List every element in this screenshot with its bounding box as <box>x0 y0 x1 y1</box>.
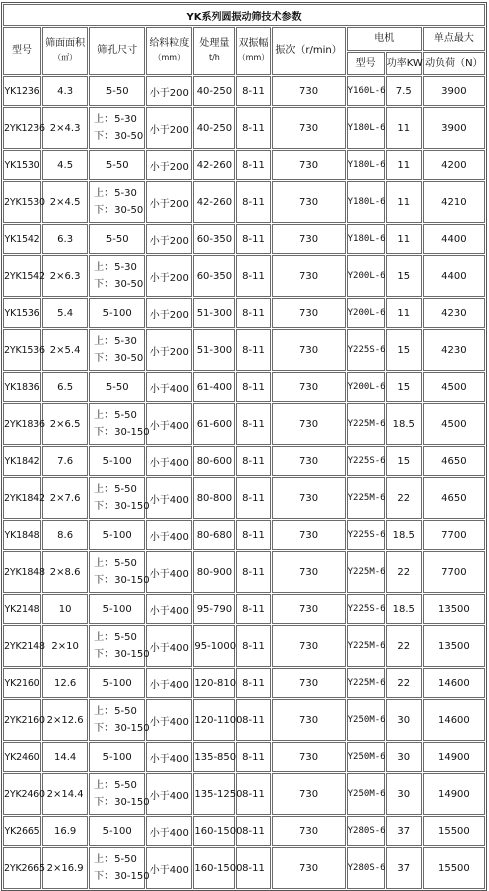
cell-frequency: 730 <box>272 847 346 889</box>
header-motor-model: 型号 <box>347 52 385 75</box>
cell-area: 10 <box>42 594 88 624</box>
header-capacity: 处理量 t/h <box>193 27 235 75</box>
cell-motor-model: Y225M-6 <box>347 403 385 445</box>
cell-motor-power: 30 <box>386 699 422 741</box>
cell-max-load: 4210 <box>423 181 485 223</box>
cell-amplitude: 8-11 <box>236 224 270 254</box>
cell-max-load: 4650 <box>423 477 485 519</box>
cell-motor-power: 11 <box>386 150 422 180</box>
header-motor-power: 功率KW <box>386 52 422 75</box>
cell-amplitude: 8-11 <box>236 625 270 667</box>
cell-frequency: 730 <box>272 773 346 815</box>
table-body <box>3 76 485 889</box>
cell-model: YK1236 <box>3 76 41 106</box>
cell-frequency: 730 <box>272 181 346 223</box>
cell-amplitude: 8-11 <box>236 150 270 180</box>
table-row <box>3 477 485 519</box>
aperture-lower: 下：30-50 <box>94 279 144 290</box>
cell-motor-model: Y225S-6 <box>347 446 385 476</box>
cell-motor-model: Y280S-6 <box>347 847 385 889</box>
cell-feed-size: 小于400 <box>146 625 192 667</box>
cell-amplitude: 8-11 <box>236 668 270 698</box>
cell-capacity: 160-1500 <box>193 816 235 846</box>
table-row <box>3 773 485 815</box>
cell-motor-power: 15 <box>386 255 422 297</box>
cell-feed-size: 小于400 <box>146 773 192 815</box>
cell-motor-model: Y160L-6 <box>347 76 385 106</box>
cell-capacity: 60-350 <box>193 224 235 254</box>
cell-frequency: 730 <box>272 224 346 254</box>
cell-model: 2YK2160 <box>3 699 41 741</box>
table-row <box>3 816 485 846</box>
cell-motor-model: Y225S-6 <box>347 329 385 371</box>
cell-area: 8.6 <box>42 520 88 550</box>
cell-model: YK2665 <box>3 816 41 846</box>
cell-feed-size: 小于400 <box>146 477 192 519</box>
cell-frequency: 730 <box>272 477 346 519</box>
cell-feed-size: 小于200 <box>146 329 192 371</box>
cell-max-load: 7700 <box>423 520 485 550</box>
cell-model: YK1536 <box>3 298 41 328</box>
cell-aperture: 5-100 <box>89 520 145 550</box>
aperture-lower: 下：30-50 <box>94 131 144 142</box>
cell-model: YK1842 <box>3 446 41 476</box>
cell-motor-power: 22 <box>386 668 422 698</box>
cell-motor-power: 22 <box>386 477 422 519</box>
cell-area: 2×14.4 <box>42 773 88 815</box>
cell-max-load: 13500 <box>423 625 485 667</box>
cell-max-load: 4500 <box>423 372 485 402</box>
cell-motor-model: Y180L-6 <box>347 181 385 223</box>
cell-area: 2×12.6 <box>42 699 88 741</box>
aperture-upper: 上：5-50 <box>94 632 137 643</box>
cell-area: 12.6 <box>42 668 88 698</box>
cell-feed-size: 小于400 <box>146 742 192 772</box>
cell-motor-power: 11 <box>386 298 422 328</box>
cell-capacity: 120-1100 <box>193 699 235 741</box>
cell-motor-power: 11 <box>386 224 422 254</box>
table-row <box>3 150 485 180</box>
cell-max-load: 15500 <box>423 816 485 846</box>
cell-model: YK1530 <box>3 150 41 180</box>
cell-aperture <box>89 847 150 889</box>
aperture-upper: 上：5-50 <box>94 854 137 865</box>
cell-max-load: 3900 <box>423 76 485 106</box>
aperture-upper: 上：5-30 <box>94 262 137 273</box>
cell-motor-model: Y180L-6 <box>347 224 385 254</box>
cell-capacity: 95-790 <box>193 594 235 624</box>
cell-amplitude: 8-11 <box>236 446 270 476</box>
header-amplitude: 双振幅 （mm） <box>236 27 270 75</box>
cell-frequency: 730 <box>272 107 346 149</box>
cell-frequency: 730 <box>272 594 346 624</box>
aperture-lower: 下：30-150 <box>94 501 150 512</box>
cell-frequency: 730 <box>272 699 346 741</box>
aperture-upper: 上：5-50 <box>94 410 137 421</box>
cell-feed-size: 小于400 <box>146 594 192 624</box>
cell-frequency: 730 <box>272 446 346 476</box>
header-max-load-sub: 动负荷（N） <box>423 52 485 75</box>
cell-aperture: 5-100 <box>89 298 145 328</box>
cell-max-load: 4400 <box>423 255 485 297</box>
cell-model: YK2160 <box>3 668 41 698</box>
cell-aperture: 5-100 <box>89 816 145 846</box>
cell-capacity: 40-250 <box>193 76 235 106</box>
cell-amplitude: 8-11 <box>236 372 270 402</box>
cell-motor-power: 30 <box>386 742 422 772</box>
cell-frequency: 730 <box>272 668 346 698</box>
cell-model: 2YK1530 <box>3 181 41 223</box>
cell-model: 2YK2460 <box>3 773 41 815</box>
cell-aperture <box>89 403 150 445</box>
cell-model: YK1848 <box>3 520 41 550</box>
cell-motor-model: Y250M-6 <box>347 773 385 815</box>
cell-frequency: 730 <box>272 403 346 445</box>
cell-amplitude: 8-11 <box>236 773 270 815</box>
cell-capacity: 80-900 <box>193 551 235 593</box>
aperture-lower: 下：30-50 <box>94 205 144 216</box>
header-aperture: 筛孔尺寸 <box>89 27 145 75</box>
cell-motor-power: 22 <box>386 551 422 593</box>
cell-aperture <box>89 551 150 593</box>
cell-aperture: 5-100 <box>89 742 145 772</box>
cell-aperture: 5-50 <box>89 372 145 402</box>
cell-capacity: 80-600 <box>193 446 235 476</box>
cell-motor-model: Y200L-6 <box>347 255 385 297</box>
cell-capacity: 135-1250 <box>193 773 235 815</box>
cell-area: 7.6 <box>42 446 88 476</box>
cell-amplitude: 8-11 <box>236 816 270 846</box>
cell-motor-model: Y225M-6 <box>347 477 385 519</box>
cell-capacity: 40-250 <box>193 107 235 149</box>
cell-motor-power: 15 <box>386 329 422 371</box>
cell-motor-model: Y200L-6 <box>347 372 385 402</box>
header-frequency: 振次（r/min） <box>272 27 346 75</box>
cell-motor-power: 37 <box>386 816 422 846</box>
cell-amplitude: 8-11 <box>236 298 270 328</box>
cell-motor-model: Y280S-6 <box>347 816 385 846</box>
cell-area: 4.5 <box>42 150 88 180</box>
cell-motor-model: Y225S-6 <box>347 520 385 550</box>
cell-max-load: 14600 <box>423 668 485 698</box>
cell-feed-size: 小于400 <box>146 446 192 476</box>
header-model: 型号 <box>3 27 41 75</box>
cell-feed-size: 小于200 <box>146 76 192 106</box>
aperture-lower: 下：30-150 <box>94 723 150 734</box>
cell-aperture <box>89 329 145 371</box>
aperture-lower: 下：30-150 <box>94 427 150 438</box>
cell-max-load: 4400 <box>423 224 485 254</box>
cell-area: 2×6.3 <box>42 255 88 297</box>
cell-area: 4.3 <box>42 76 88 106</box>
cell-max-load: 4230 <box>423 298 485 328</box>
cell-aperture <box>89 181 145 223</box>
cell-feed-size: 小于400 <box>146 699 192 741</box>
cell-model: 2YK1842 <box>3 477 41 519</box>
cell-capacity: 80-800 <box>193 477 235 519</box>
cell-feed-size: 小于200 <box>146 150 192 180</box>
cell-feed-size: 小于400 <box>146 372 192 402</box>
table-row <box>3 594 485 624</box>
table-row <box>3 551 485 593</box>
cell-area: 2×10 <box>42 625 88 667</box>
cell-model: 2YK1542 <box>3 255 41 297</box>
cell-max-load: 7700 <box>423 551 485 593</box>
cell-capacity: 61-400 <box>193 372 235 402</box>
cell-amplitude: 8-11 <box>236 329 270 371</box>
cell-aperture <box>89 477 150 519</box>
table-row <box>3 403 485 445</box>
cell-feed-size: 小于400 <box>146 816 192 846</box>
cell-max-load: 14900 <box>423 742 485 772</box>
cell-area: 2×7.6 <box>42 477 88 519</box>
cell-motor-model: Y180L-6 <box>347 150 385 180</box>
cell-area: 2×8.6 <box>42 551 88 593</box>
cell-frequency: 730 <box>272 298 346 328</box>
cell-aperture: 5-100 <box>89 594 145 624</box>
cell-amplitude: 8-11 <box>236 594 270 624</box>
cell-area: 2×5.4 <box>42 329 88 371</box>
cell-motor-model: Y225M-6 <box>347 668 385 698</box>
cell-capacity: 160-1500 <box>193 847 235 889</box>
cell-area: 2×4.5 <box>42 181 88 223</box>
aperture-lower: 下：30-150 <box>94 649 150 660</box>
cell-max-load: 4200 <box>423 150 485 180</box>
cell-aperture <box>89 699 150 741</box>
cell-max-load: 3900 <box>423 107 485 149</box>
cell-max-load: 4650 <box>423 446 485 476</box>
cell-max-load: 14900 <box>423 773 485 815</box>
table-row <box>3 847 485 889</box>
cell-capacity: 51-300 <box>193 329 235 371</box>
cell-model: 2YK2148 <box>3 625 41 667</box>
cell-aperture: 5-50 <box>89 76 145 106</box>
table-title: YK系列圆振动筛技术参数 <box>3 4 485 26</box>
cell-feed-size: 小于200 <box>146 255 192 297</box>
table-row <box>3 76 485 106</box>
cell-frequency: 730 <box>272 255 346 297</box>
cell-aperture: 5-50 <box>89 150 145 180</box>
cell-model: 2YK1836 <box>3 403 41 445</box>
cell-feed-size: 小于400 <box>146 520 192 550</box>
cell-amplitude: 8-11 <box>236 107 270 149</box>
cell-area: 16.9 <box>42 816 88 846</box>
aperture-lower: 下：30-150 <box>94 871 150 882</box>
cell-model: 2YK1536 <box>3 329 41 371</box>
cell-motor-power: 18.5 <box>386 594 422 624</box>
cell-motor-power: 30 <box>386 773 422 815</box>
header-area: 筛面面积 （㎡） <box>42 27 88 75</box>
cell-max-load: 15500 <box>423 847 485 889</box>
table-row <box>3 181 485 223</box>
header-motor: 电机 <box>347 27 422 51</box>
cell-capacity: 135-850 <box>193 742 235 772</box>
aperture-upper: 上：5-50 <box>94 558 137 569</box>
cell-frequency: 730 <box>272 625 346 667</box>
header-feed-size: 给料粒度 （mm） <box>146 27 192 75</box>
cell-motor-model: Y250M-6 <box>347 699 385 741</box>
header-max-load: 单点最大 <box>423 27 485 51</box>
table-row <box>3 255 485 297</box>
table-row <box>3 668 485 698</box>
cell-amplitude: 8-11 <box>236 699 270 741</box>
cell-amplitude: 8-11 <box>236 477 270 519</box>
table-row <box>3 742 485 772</box>
cell-amplitude: 8-11 <box>236 255 270 297</box>
cell-capacity: 95-1000 <box>193 625 235 667</box>
cell-area: 5.4 <box>42 298 88 328</box>
table-row <box>3 329 485 371</box>
aperture-lower: 下：30-50 <box>94 353 144 364</box>
cell-frequency: 730 <box>272 372 346 402</box>
cell-feed-size: 小于400 <box>146 668 192 698</box>
cell-capacity: 51-300 <box>193 298 235 328</box>
cell-capacity: 42-260 <box>193 150 235 180</box>
cell-capacity: 42-260 <box>193 181 235 223</box>
cell-motor-power: 11 <box>386 107 422 149</box>
cell-motor-power: 18.5 <box>386 520 422 550</box>
cell-frequency: 730 <box>272 551 346 593</box>
spec-table <box>2 3 486 890</box>
table-row <box>3 625 485 667</box>
cell-area: 2×4.3 <box>42 107 88 149</box>
cell-feed-size: 小于400 <box>146 403 192 445</box>
spec-table-container <box>1 2 487 891</box>
cell-motor-power: 11 <box>386 181 422 223</box>
cell-feed-size: 小于200 <box>146 224 192 254</box>
cell-amplitude: 8-11 <box>236 181 270 223</box>
cell-motor-model: Y200L-6 <box>347 298 385 328</box>
table-row <box>3 520 485 550</box>
cell-area: 6.5 <box>42 372 88 402</box>
cell-motor-power: 37 <box>386 847 422 889</box>
cell-amplitude: 8-11 <box>236 742 270 772</box>
cell-motor-power: 18.5 <box>386 403 422 445</box>
cell-frequency: 730 <box>272 329 346 371</box>
table-row <box>3 224 485 254</box>
cell-capacity: 60-350 <box>193 255 235 297</box>
cell-aperture <box>89 107 145 149</box>
cell-capacity: 120-810 <box>193 668 235 698</box>
cell-motor-power: 22 <box>386 625 422 667</box>
cell-area: 14.4 <box>42 742 88 772</box>
cell-area: 6.3 <box>42 224 88 254</box>
cell-model: 2YK1236 <box>3 107 41 149</box>
cell-area: 2×16.9 <box>42 847 88 889</box>
cell-aperture: 5-50 <box>89 224 145 254</box>
cell-motor-model: Y250M-6 <box>347 742 385 772</box>
cell-aperture: 5-100 <box>89 446 145 476</box>
cell-amplitude: 8-11 <box>236 847 270 889</box>
cell-frequency: 730 <box>272 150 346 180</box>
aperture-upper: 上：5-50 <box>94 780 137 791</box>
cell-feed-size: 小于200 <box>146 181 192 223</box>
cell-max-load: 4500 <box>423 403 485 445</box>
aperture-upper: 上：5-30 <box>94 114 137 125</box>
cell-model: YK1542 <box>3 224 41 254</box>
aperture-upper: 上：5-30 <box>94 336 137 347</box>
table-row <box>3 107 485 149</box>
aperture-upper: 上：5-50 <box>94 484 137 495</box>
cell-capacity: 80-680 <box>193 520 235 550</box>
cell-motor-power: 15 <box>386 446 422 476</box>
cell-amplitude: 8-11 <box>236 403 270 445</box>
aperture-upper: 上：5-50 <box>94 706 137 717</box>
cell-frequency: 730 <box>272 816 346 846</box>
cell-max-load: 14600 <box>423 699 485 741</box>
cell-frequency: 730 <box>272 742 346 772</box>
cell-feed-size: 小于200 <box>146 298 192 328</box>
cell-amplitude: 8-11 <box>236 520 270 550</box>
cell-amplitude: 8-11 <box>236 551 270 593</box>
aperture-lower: 下：30-150 <box>94 575 150 586</box>
aperture-upper: 上：5-30 <box>94 188 137 199</box>
cell-aperture: 5-100 <box>89 668 145 698</box>
cell-feed-size: 小于400 <box>146 847 192 889</box>
table-row <box>3 298 485 328</box>
cell-frequency: 730 <box>272 76 346 106</box>
cell-max-load: 4230 <box>423 329 485 371</box>
cell-capacity: 61-600 <box>193 403 235 445</box>
aperture-lower: 下：30-150 <box>94 797 150 808</box>
cell-max-load: 13500 <box>423 594 485 624</box>
cell-amplitude: 8-11 <box>236 76 270 106</box>
table-row <box>3 446 485 476</box>
cell-motor-power: 7.5 <box>386 76 422 106</box>
cell-feed-size: 小于400 <box>146 551 192 593</box>
cell-aperture <box>89 255 145 297</box>
cell-aperture <box>89 625 150 667</box>
cell-frequency: 730 <box>272 520 346 550</box>
cell-aperture <box>89 773 150 815</box>
cell-area: 2×6.5 <box>42 403 88 445</box>
cell-model: 2YK2665 <box>3 847 41 889</box>
cell-feed-size: 小于200 <box>146 107 192 149</box>
cell-model: YK2148 <box>3 594 41 624</box>
cell-motor-model: Y225S-6 <box>347 594 385 624</box>
table-row <box>3 699 485 741</box>
cell-motor-model: Y225M-6 <box>347 551 385 593</box>
cell-model: 2YK1848 <box>3 551 41 593</box>
cell-motor-model: Y225M-6 <box>347 625 385 667</box>
table-row <box>3 372 485 402</box>
cell-model: YK2460 <box>3 742 41 772</box>
cell-motor-power: 15 <box>386 372 422 402</box>
cell-motor-model: Y180L-6 <box>347 107 385 149</box>
cell-model: YK1836 <box>3 372 41 402</box>
